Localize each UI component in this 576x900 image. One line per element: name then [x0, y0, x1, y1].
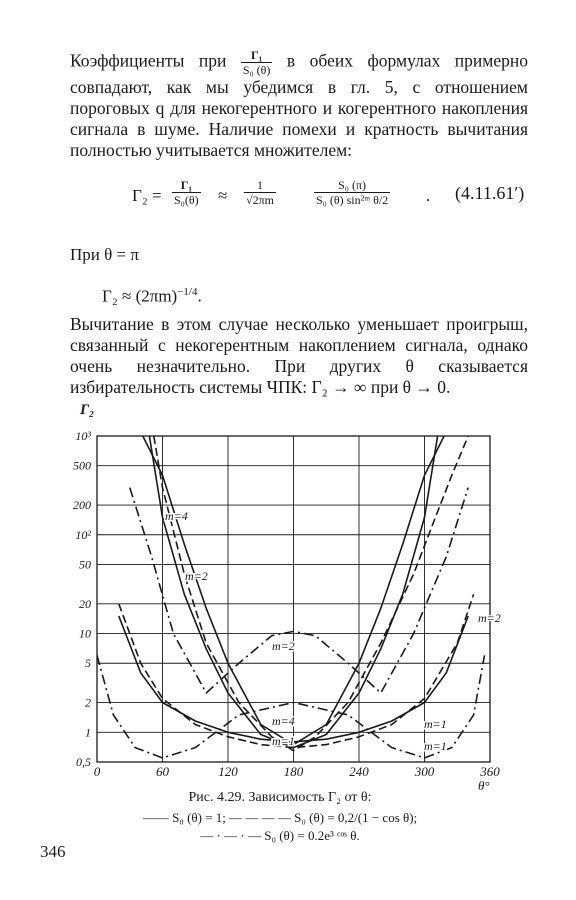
x-tick-label: 120 — [218, 764, 238, 779]
fraction-gamma1-s0 — [241, 48, 273, 77]
chart-labels — [73, 402, 501, 793]
y-tick-label: 1 — [85, 725, 91, 740]
curve-annotation: m=4 — [272, 714, 295, 728]
condition-theta-pi: При θ = π — [70, 245, 139, 264]
eq-fraction-3 — [314, 178, 390, 207]
gamma2-formula: $Г_2 \approx (2\pi m)^{-1/4}$. — [102, 286, 202, 306]
eq-f2-den: √2πm — [246, 193, 274, 207]
eq-f3-num: S₀ (π) — [314, 178, 390, 193]
x-tick-label: 300 — [414, 764, 435, 779]
curve-annotation: m=2 — [272, 639, 295, 653]
y-tick-label: 0,5 — [76, 755, 91, 769]
gamma2-base: Г₂ ≈ (2πm) — [102, 286, 178, 306]
page-number: 346 — [40, 842, 66, 861]
chart-series — [97, 436, 485, 758]
y-tick-label: 10 — [79, 626, 91, 641]
figure-caption: Рис. 4.29. Зависимость Г₂ от θ: — [188, 790, 372, 805]
x-tick-label: 240 — [349, 764, 369, 779]
eq-f2-num: 1 — [244, 178, 276, 193]
eq-f1-den: S₀(θ) — [174, 193, 199, 207]
curve-annotation: m=1 — [424, 717, 447, 731]
equation-number: (4.11.61′) — [455, 183, 525, 203]
eq-f3-den: S₀ (θ) sin²ᵐ θ/2 — [316, 193, 389, 207]
eq-fraction-1 — [172, 178, 201, 207]
curve-annotation: m=2 — [185, 569, 208, 583]
x-tick-label: 0 — [93, 764, 101, 779]
legend-dashdot-label: S₀ (θ) = 0.2e³ ᶜᵒˢ θ. — [264, 828, 360, 843]
y-tick-label: 20 — [79, 596, 91, 611]
fraction-denominator: S₀ (θ) — [242, 63, 271, 77]
curve-annotation: m=1 — [424, 739, 447, 753]
y-axis-label: Г₂ — [80, 402, 95, 418]
eq-approx: ≈ — [218, 186, 228, 205]
figure-legend-2 — [60, 828, 500, 844]
y-tick-label: 200 — [73, 498, 91, 513]
legend-dashdot-swatch: — · — · — — [200, 828, 261, 843]
x-tick-label: 360 — [480, 764, 500, 779]
curve-annotation: m=2 — [478, 611, 501, 625]
eq-f1-num: Г₁ — [172, 178, 201, 193]
y-tick-label: 10² — [75, 527, 91, 542]
y-tick-label: 500 — [73, 458, 91, 473]
legend-solid-swatch: —— — [142, 810, 169, 825]
p1-body: в обеих формулах примерно совпадают, как мы убедимся в гл. 5, с отношением пороговых q для некогерентного и когерентного накопления сигнала в шуме. Наличие помехи и кратность вычитания полностью учитывается множителем: — [70, 50, 528, 160]
eq-lhs: Г₂ = — [132, 186, 162, 205]
curve-annotation: m=1 — [272, 734, 295, 748]
y-tick-label: 50 — [79, 557, 91, 572]
figure-legend — [60, 810, 500, 826]
paragraph-1 — [70, 48, 528, 161]
figure-4-29 — [0, 400, 576, 793]
x-tick-label: 60 — [156, 764, 169, 779]
eq-period: . — [426, 186, 431, 205]
paragraph-2: Вычитание в этом случае несколько уменьшает проигрыш, связанный с некогерентным накоплением сигнала, однако очень незначительно. При других θ сказывается избирательность системы ЧПК: Г₂ → ∞ при θ → 0. — [70, 314, 528, 397]
eq-fraction-2 — [244, 178, 276, 207]
y-tick-label: 2 — [85, 695, 91, 710]
gamma2-exponent: −1/4 — [177, 286, 198, 298]
legend-dashed-label: S₀ (θ) = 0,2/(1 − cos θ); — [294, 810, 418, 825]
x-axis-label: θ° — [478, 778, 490, 793]
fraction-numerator: Г₁ — [241, 48, 273, 63]
curve-annotation: m=4 — [165, 509, 188, 523]
y-tick-label: 10³ — [75, 429, 91, 443]
p1-intro: Коэффициенты при — [70, 50, 227, 71]
x-tick-label: 180 — [283, 764, 304, 779]
y-tick-label: 5 — [85, 656, 91, 671]
legend-solid-label: S₀ (θ) = 1; — [172, 810, 226, 825]
legend-dashed-swatch: — — — — — [229, 810, 291, 825]
